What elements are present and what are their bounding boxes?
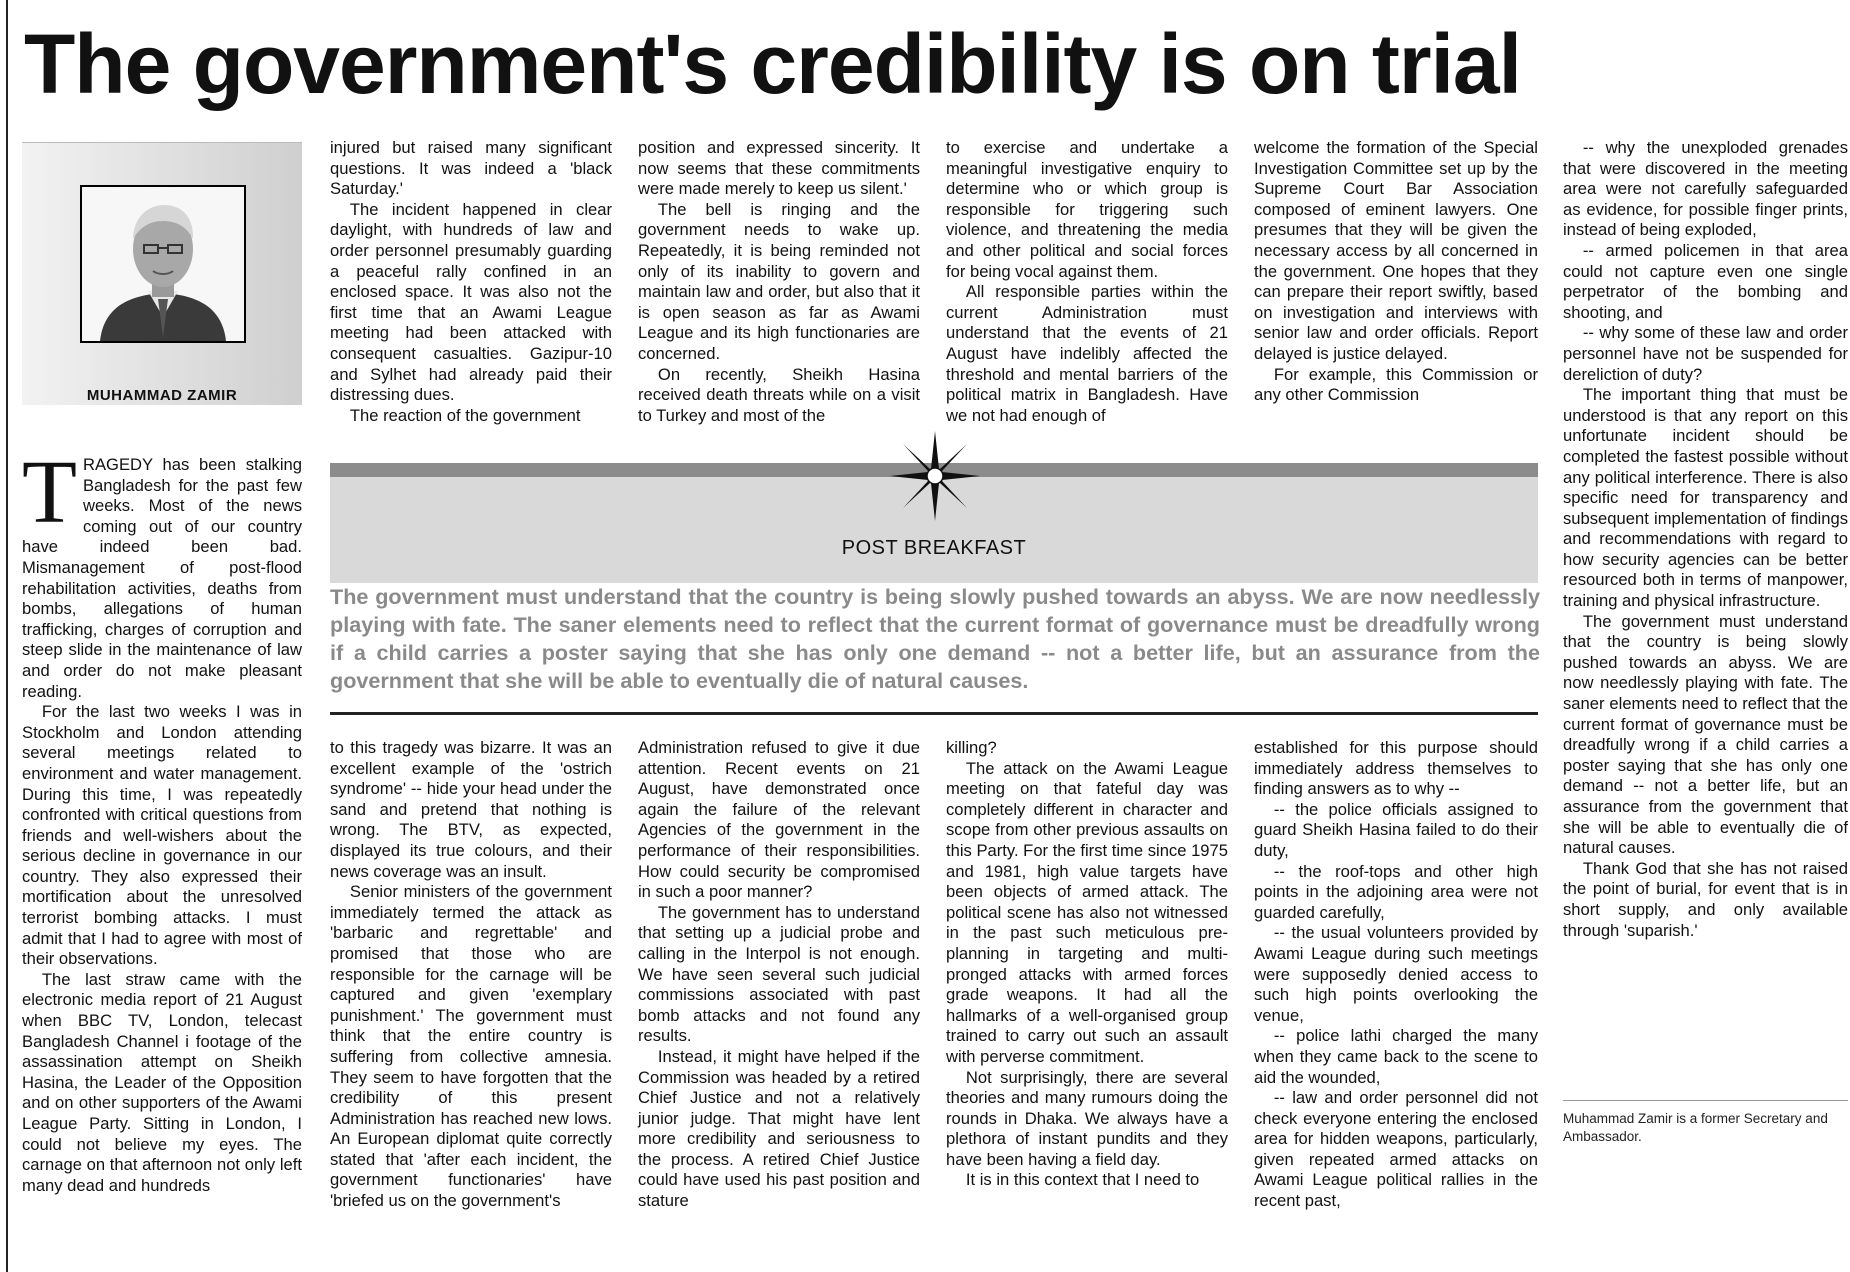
starburst-icon	[890, 431, 980, 521]
paragraph: Instead, it might have helped if the Commission was headed by a retired Chief Justice and not a relatively junior judge. That might have lent more credibility and seriousness to the process. A retired Chief Justice could have used his past position and stature	[638, 1046, 920, 1211]
column-4-lower	[946, 738, 1228, 1191]
bio-rule	[1563, 1100, 1848, 1101]
pull-quote-rule	[330, 712, 1538, 715]
paragraph: -- why the unexploded grenades that were discovered in the meeting area were not carefully safeguarded as evidence, for possible finger prints, instead of being exploded,	[1563, 138, 1848, 240]
column-6	[1563, 138, 1848, 941]
paragraph: All responsible parties within the current Administration must understand that the events of 21 August have indelibly affected the threshold and mental barriers of the political matrix in Bangladesh. Have we not had enough of	[946, 282, 1228, 425]
paragraph: It is in this context that I need to	[965, 1170, 1200, 1190]
paragraph: injured but raised many significant questions. It was indeed a 'black Saturday.'	[330, 138, 612, 199]
paragraph: The incident happened in clear daylight, with hundreds of law and order personnel presumably guarding a peaceful rally confined in an enclosed space. It was also not the first time that an Awami League meeting had been attacked with consequent casualties. Gazipur-10 and Sylhet had already paid their distressing dues.	[330, 199, 612, 405]
paragraph: position and expressed sincerity. It now seems that these commitments were made merely to keep us silent.'	[638, 138, 920, 199]
paragraph: established for this purpose should immediately address themselves to finding answers as to why --	[1254, 738, 1538, 799]
paragraph: to this tragedy was bizarre. It was an excellent example of the 'ostrich syndrome' -- hide your head under the sand and pretend that nothing is wrong. The BTV, as expected, displayed its true colours, and their news coverage was an insult.	[330, 738, 612, 881]
paragraph: For the last two weeks I was in Stockholm and London attending several meetings related to environment and water management. During this time, I was repeatedly confronted with critical questions from friends and well-wishers about the serious decline in governance in our country. They also expressed their mortification about the unresolved terrorist bombing attacks. I must admit that I had to agree with most of their observations.	[22, 702, 302, 969]
author-bio: Muhammad Zamir is a former Secretary and Ambassador.	[1563, 1111, 1828, 1144]
column-5-lower	[1254, 738, 1538, 1212]
paragraph: -- the roof-tops and other high points in the adjoining area were not guarded carefully,	[1254, 861, 1538, 922]
paragraph: The attack on the Awami League meeting on that fateful day was completely different in character and scope from other previous assaults on this Party. For the first time since 1975 and 1981, high value targets have been objects of armed attack. The political scene has also not witnessed in the past such meticulous pre-planning in targeting and multi-pronged attacks with armed forces grade weapons. It had all the hallmarks of a well-organised group trained to carry out such an assault with perverse commitment.	[946, 758, 1228, 1066]
column-3-upper	[638, 138, 920, 426]
paragraph: Senior ministers of the government immediately termed the attack as 'barbaric and regrettable' and promised that those who are responsible for the carnage will be captured and given 'exemplary punishment.' The government must think that the entire country is suffering from collective amnesia. They seem to have forgotten that the credibility of this present Administration has reached new lows. An European diplomat quite correctly stated that 'after each incident, the government functionaries' have 'briefed us on the government's	[330, 882, 612, 1211]
paragraph: The important thing that must be understood is that any report on this unfortunate incident should be completed the fastest possible without any political interference. There is also specific need for transparency and subsequent implementation of findings and recommendations with regard to how security agencies can be better resourced both in terms of manpower, training and physical infrastructure.	[1563, 385, 1848, 611]
paragraph: Administration refused to give it due attention. Recent events on 21 August, have demonstrated once again the failure of the relevant Agencies of the government in the performance of their responsibilities. How could security be compromised in such a poor manner?	[638, 738, 920, 902]
paragraph: The last straw came with the electronic media report of 21 August when BBC TV, London, telecast Bangladesh Channel i footage of the assassination attempt on Sheikh Hasina, the Leader of the Opposition and on other supporters of the Awami League Party. Sitting in London, I could not believe my eyes. The carnage on that afternoon not only left many dead and hundreds	[22, 969, 302, 1195]
paragraph: On recently, Sheikh Hasina received death threats while on a visit to Turkey and most of the	[638, 364, 920, 425]
paragraph: The reaction of the government	[349, 405, 581, 425]
author-panel	[22, 142, 302, 405]
column-2-lower	[330, 738, 612, 1212]
paragraph: For example, this Commission or any other Commission	[1254, 364, 1538, 405]
section-band	[330, 463, 1538, 583]
paragraph: Not surprisingly, there are several theories and many rumours doing the rounds in Dhaka. We always have a plethora of instant pundits and they have been having a field day.	[946, 1067, 1228, 1169]
column-5-upper	[1254, 138, 1538, 406]
author-portrait-icon	[82, 187, 244, 341]
paragraph: The government must understand that the country is being slowly pushed towards an abyss. We are now needlessly playing with fate. The saner elements need to reflect that the current format of governance must be dreadfully wrong if a child carries a poster saying that she has only one demand -- not a better life, but an assurance from the government that she will be able to eventually die of natural causes.	[1563, 611, 1848, 858]
column-4-upper	[946, 138, 1228, 426]
paragraph: -- why some of these law and order personnel have not be suspended for dereliction of duty?	[1563, 323, 1848, 384]
paragraph: -- law and order personnel did not check everyone entering the enclosed area for hidden weapons, particularly, given repeated armed attacks on Awami League political rallies in the recent past,	[1254, 1088, 1538, 1211]
column-2-upper	[330, 138, 612, 426]
opening-paragraph: TRAGEDY has been stalking Bangladesh for the past few weeks. Most of the news coming out of our country have indeed been bad. Mismanagement of post-flood rehabilitation activities, deaths from bombs, allegations of human trafficking, charges of corruption and steep slide in the maintenance of law and order do not make pleasant reading.	[22, 443, 302, 701]
pull-quote: The government must understand that the country is being slowly pushed towards an abyss. We are now needlessly playing with fate. The saner elements need to reflect that the current format of governance must be dreadfully wrong if a child carries a poster saying that she has only one demand -- not a better life, but an assurance from the government that she will be able to eventually die of natural causes.	[330, 584, 1540, 693]
paragraph: -- the police officials assigned to guard Sheikh Hasina failed to do their duty,	[1254, 799, 1538, 860]
paragraph: The government has to understand that setting up a judicial probe and calling in the Interpol is not enough. We have seen several such judicial commissions associated with past bomb attacks and not found any results.	[638, 902, 920, 1046]
left-margin-rule	[6, 0, 8, 1272]
drop-cap: T	[22, 443, 77, 542]
section-label: POST BREAKFAST	[841, 537, 1027, 559]
headline: The government's credibility is on trial	[24, 17, 1521, 111]
column-3-lower	[638, 738, 920, 1212]
byline: MUHAMMAD ZAMIR	[86, 387, 238, 404]
paragraph: welcome the formation of the Special Investigation Committee set up by the Supreme Court Bar Association composed of eminent lawyers. One presumes that they will be given the necessary access by all concerned in the government. One hopes that they can prepare their report swiftly, based on investigation and interviews with senior law and order officials. Report delayed is justice delayed.	[1254, 138, 1538, 363]
paragraph: -- armed policemen in that area could not capture even one single perpetrator of the bombing and shooting, and	[1563, 240, 1848, 322]
paragraph: killing?	[946, 738, 997, 757]
paragraph: -- police lathi charged the many when they came back to the scene to aid the wounded,	[1254, 1026, 1538, 1087]
paragraph: The bell is ringing and the government needs to wake up. Repeatedly, it is being reminded not only of its inability to govern and maintain law and order, but also that it is open season as far as Awami League and its high functionaries are concerned.	[638, 199, 920, 363]
paragraph: Thank God that she has not raised the point of burial, for event that is in short supply, and only available through 'suparish.'	[1563, 858, 1848, 940]
column-1	[22, 443, 302, 1196]
author-photo	[80, 185, 246, 343]
paragraph: to exercise and undertake a meaningful investigative enquiry to determine who or which group is responsible for triggering such violence, and threatening the media and other political and social forces for being vocal against them.	[946, 138, 1228, 281]
paragraph: -- the usual volunteers provided by Awami League during such meetings were supposedly denied access to such high points overlooking the venue,	[1254, 923, 1538, 1025]
